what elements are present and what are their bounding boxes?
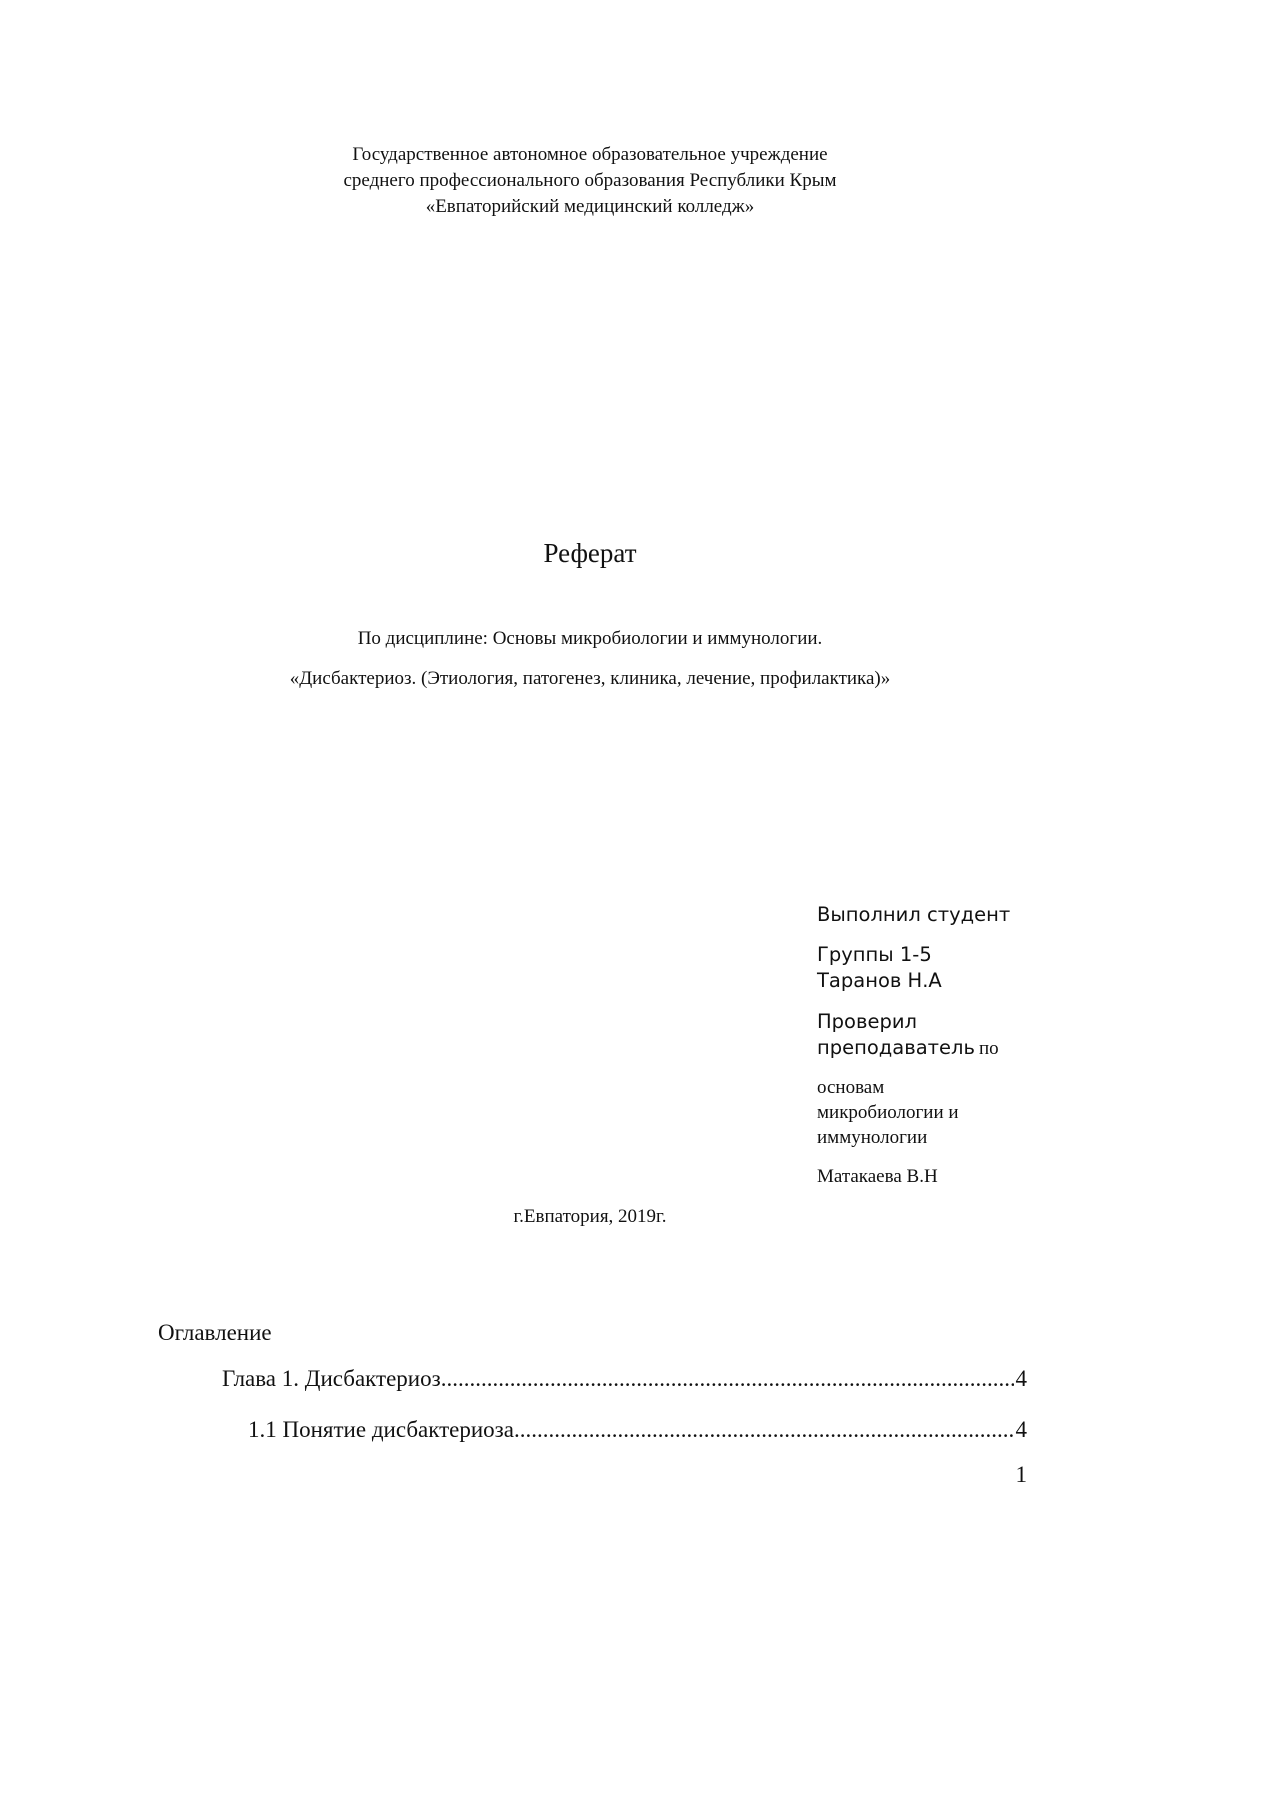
toc-heading: Оглавление bbox=[158, 1320, 272, 1345]
toc-entry-page: 4 bbox=[1015, 1417, 1027, 1442]
subject-line-2: микробиологии и bbox=[817, 1102, 959, 1123]
teacher-role-line bbox=[817, 1035, 1077, 1061]
place-year: г.Евпатория, 2019г. bbox=[513, 1206, 667, 1227]
student-name: Таранов Н.А bbox=[817, 969, 942, 992]
institution-line-3: «Евпаторийский медицинский колледж» bbox=[425, 196, 755, 217]
topic-line: «Дисбактериоз. (Этиология, патогенез, клиника, лечение, профилактика)» bbox=[289, 668, 891, 689]
teacher-name: Матакаева В.Н bbox=[817, 1166, 938, 1187]
toc-entry-label: Глава 1. Дисбактериоз bbox=[222, 1366, 441, 1391]
page-number: 1 bbox=[1015, 1462, 1027, 1487]
student-group: Группы 1-5 bbox=[817, 943, 932, 966]
discipline-line: По дисциплине: Основы микробиологии и иммунологии. bbox=[357, 628, 823, 649]
toc-entry[interactable] bbox=[222, 1364, 1027, 1394]
toc-entry-label: 1.1 Понятие дисбактериоза bbox=[248, 1417, 514, 1442]
toc-entry-page: 4 bbox=[1015, 1366, 1027, 1391]
toc-entry[interactable] bbox=[248, 1415, 1027, 1445]
checked-by-label: Проверил bbox=[817, 1010, 917, 1033]
document-title: Реферат bbox=[543, 538, 637, 568]
institution-header bbox=[0, 142, 1180, 220]
institution-line-1: Государственное автономное образовательное учреждение bbox=[352, 144, 828, 165]
teacher-role-suffix: по bbox=[979, 1038, 999, 1059]
subject-line-1: основам bbox=[817, 1077, 885, 1098]
toc-dot-leader bbox=[514, 1415, 1014, 1445]
teacher-role: преподаватель bbox=[817, 1036, 975, 1059]
performed-by-label: Выполнил студент bbox=[817, 903, 1011, 926]
toc-dot-leader bbox=[441, 1364, 1014, 1394]
subject-line-3: иммунологии bbox=[817, 1127, 928, 1148]
institution-line-2: среднего профессионального образования Республики Крым bbox=[343, 170, 837, 191]
